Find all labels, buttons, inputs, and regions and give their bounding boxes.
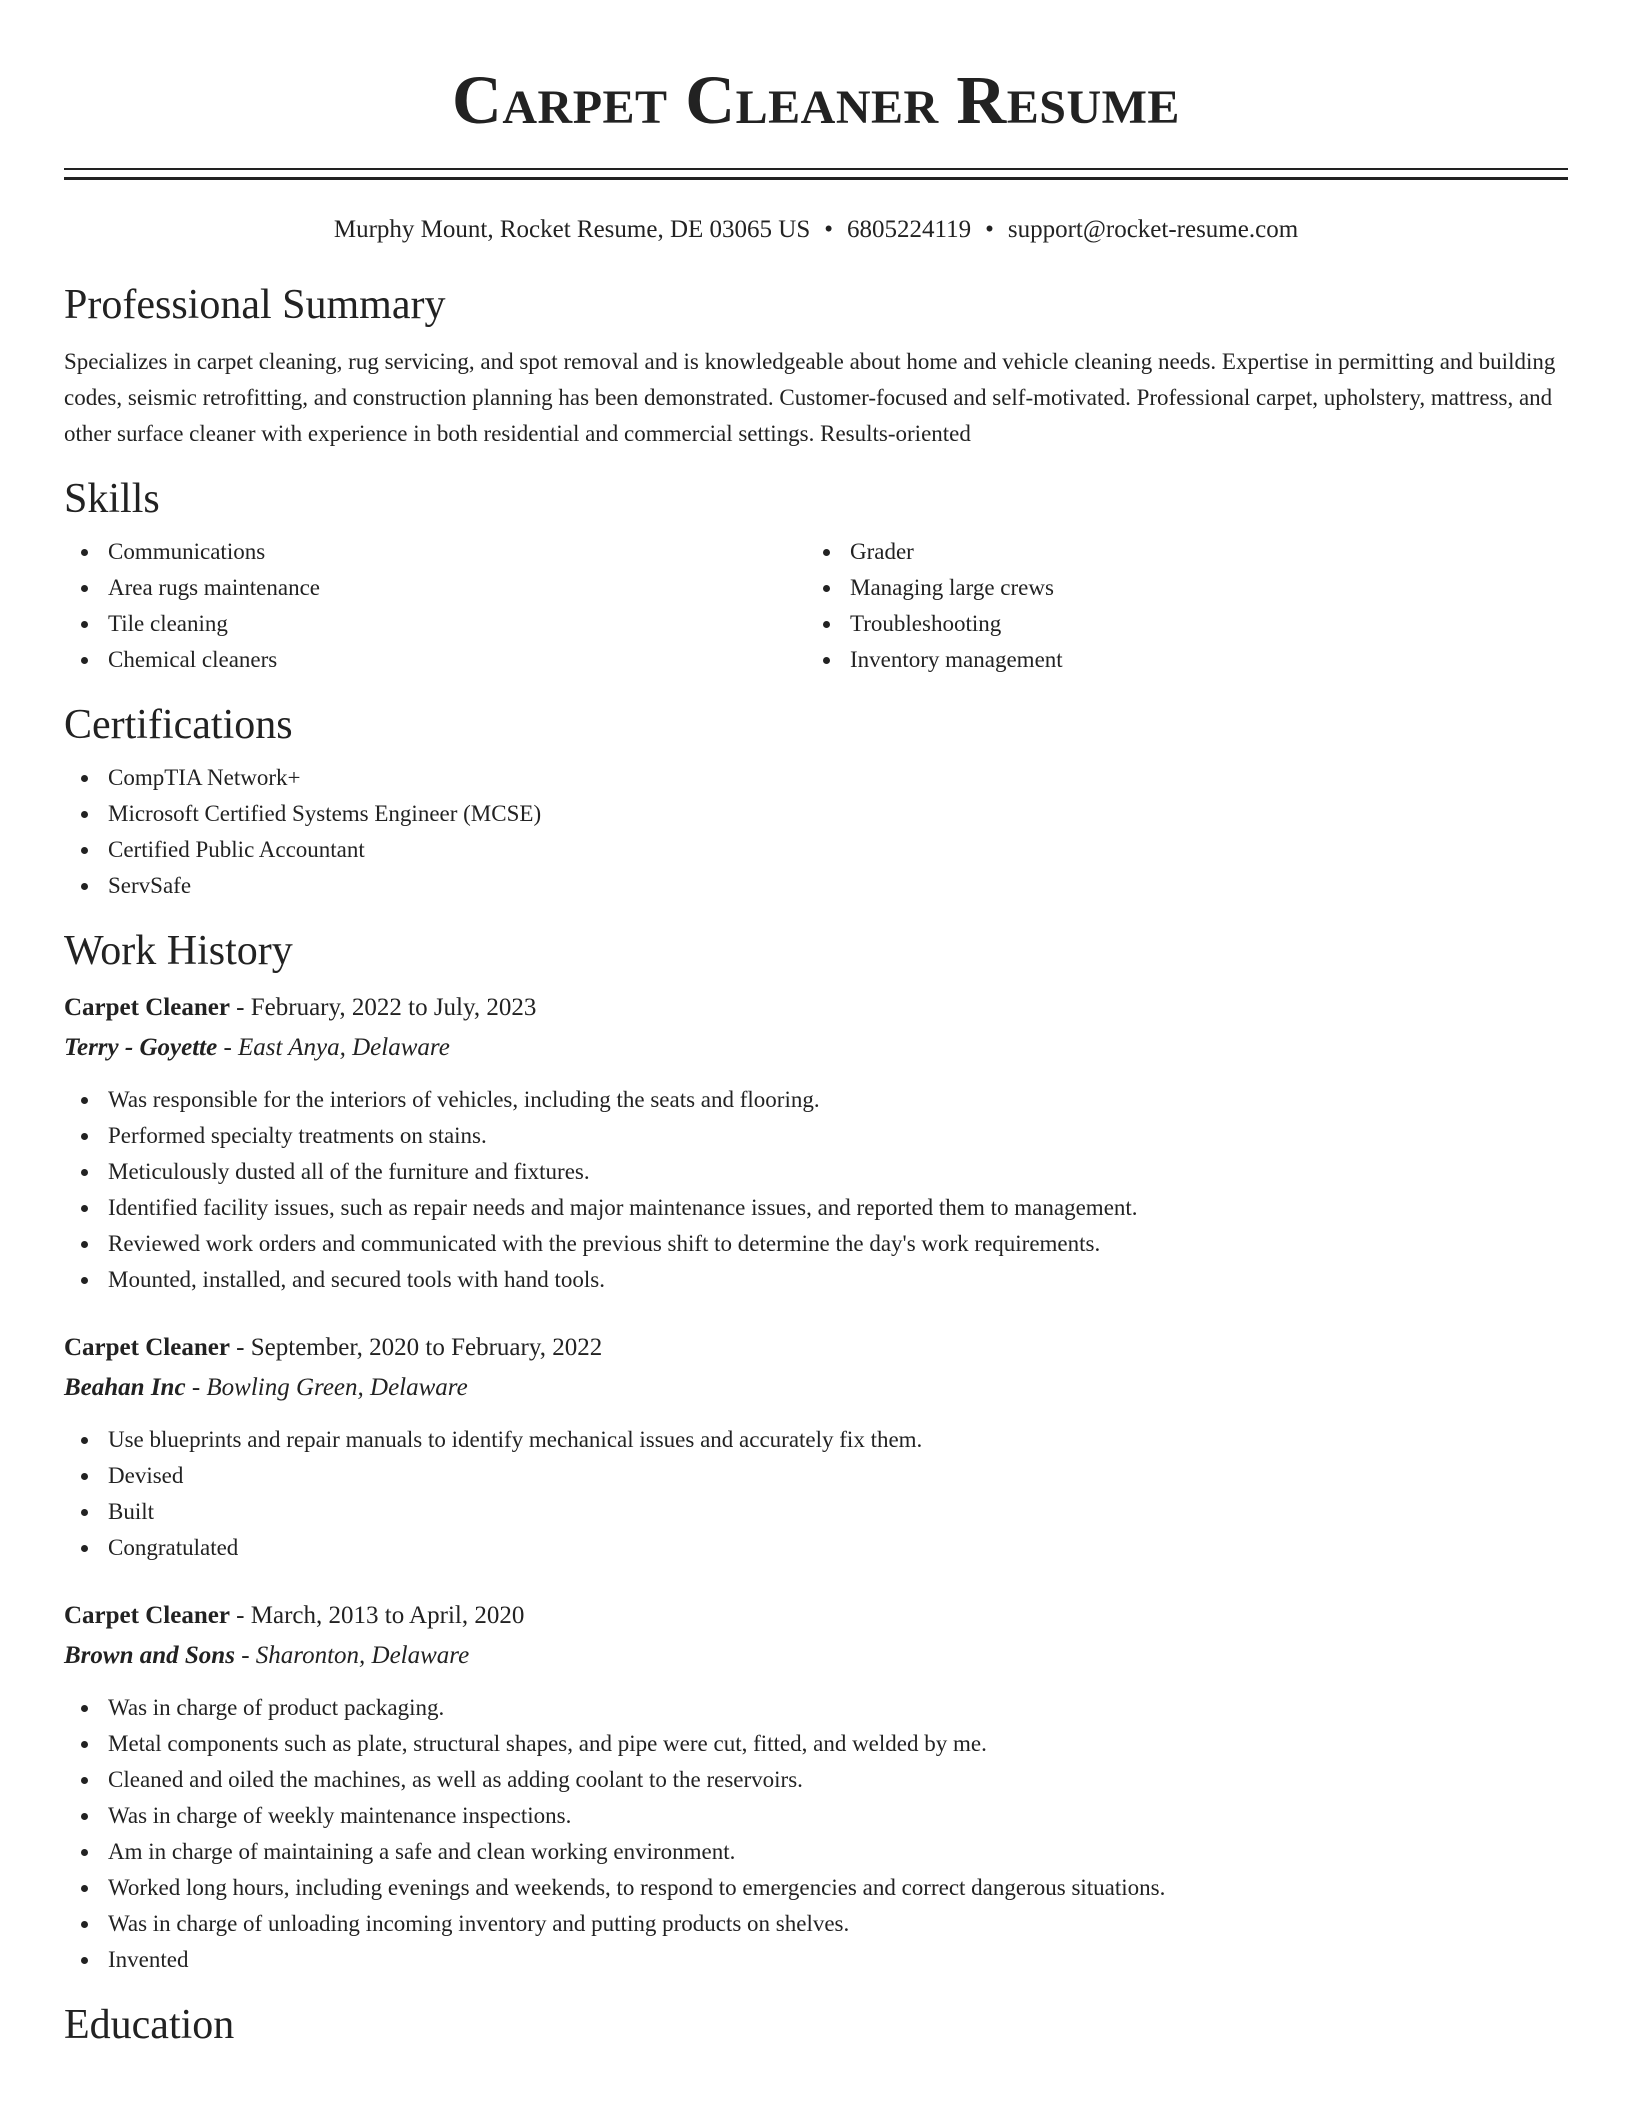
contact-address: Murphy Mount, Rocket Resume, DE 03065 US: [333, 216, 811, 243]
skill-item: Grader: [806, 534, 1548, 570]
job-role: Carpet Cleaner: [64, 994, 230, 1021]
certification-item: Certified Public Accountant: [64, 832, 1568, 868]
job-duty: Reviewed work orders and communicated with the previous shift to determine the day's work requirements.: [64, 1226, 1568, 1262]
certifications-heading: Certifications: [64, 702, 293, 748]
skills-list-right: [806, 534, 1548, 678]
job-entry: [64, 988, 1568, 1298]
skills-grid: [64, 534, 1568, 678]
contact-separator: •: [985, 216, 994, 243]
job-company-line: [64, 1368, 1568, 1408]
job-duty: Metal components such as plate, structural shapes, and pipe were cut, fitted, and welded by me.: [64, 1726, 1568, 1762]
job-duty: Am in charge of maintaining a safe and clean working environment.: [64, 1834, 1568, 1870]
certification-item: Microsoft Certified Systems Engineer (MCSE): [64, 796, 1568, 832]
contact-separator: •: [824, 216, 833, 243]
job-duty: Identified facility issues, such as repair needs and major maintenance issues, and reported them to management.: [64, 1190, 1568, 1226]
contact-email: support@rocket-resume.com: [1007, 216, 1299, 243]
summary-heading: Professional Summary: [64, 282, 446, 328]
job-entry: [64, 1596, 1568, 1978]
summary-text: Specializes in carpet cleaning, rug servicing, and spot removal and is knowledgeable about home and vehicle cleaning needs. Expertise in permitting and building codes, seismic retrofitting, and construction planning has been demonstrated. Customer-focused and self-motivated. Professional carpet, upholstery, mattress, and other surface cleaner with experience in both residential and commercial settings. Results-oriented: [64, 349, 1556, 446]
job-location: - Sharonton, Delaware: [234, 1642, 470, 1669]
job-location: - Bowling Green, Delaware: [185, 1374, 468, 1401]
job-entry: [64, 1328, 1568, 1566]
job-duties-list: [64, 1690, 1568, 1978]
job-company: Beahan Inc: [64, 1374, 186, 1401]
skills-list-left: [64, 534, 806, 678]
job-role: Carpet Cleaner: [64, 1602, 230, 1629]
job-duty: Cleaned and oiled the machines, as well as adding coolant to the reservoirs.: [64, 1762, 1568, 1798]
job-company: Brown and Sons: [64, 1642, 235, 1669]
job-title-line: [64, 988, 1568, 1028]
resume-title: Carpet Cleaner Resume: [452, 62, 1180, 138]
skill-item: Chemical cleaners: [64, 642, 806, 678]
title-divider: [64, 168, 1568, 180]
job-duty: Was in charge of weekly maintenance inspections.: [64, 1798, 1568, 1834]
skill-item: Inventory management: [806, 642, 1548, 678]
job-dates: - September, 2020 to February, 2022: [229, 1334, 603, 1361]
contact-phone: 6805224119: [847, 216, 972, 243]
certifications-list: [64, 760, 1568, 904]
job-company-line: [64, 1636, 1568, 1676]
job-duty: Congratulated: [64, 1530, 1568, 1566]
job-title-line: [64, 1596, 1568, 1636]
job-duties-list: [64, 1082, 1568, 1298]
job-duties-list: [64, 1422, 1568, 1566]
skill-item: Communications: [64, 534, 806, 570]
job-duty: Use blueprints and repair manuals to identify mechanical issues and accurately fix them.: [64, 1422, 1568, 1458]
job-role: Carpet Cleaner: [64, 1334, 230, 1361]
job-duty: Invented: [64, 1942, 1568, 1978]
job-duty: Was in charge of product packaging.: [64, 1690, 1568, 1726]
job-dates: - March, 2013 to April, 2020: [229, 1602, 525, 1629]
resume-page: [64, 0, 1568, 2050]
job-duty: Was responsible for the interiors of vehicles, including the seats and flooring.: [64, 1082, 1568, 1118]
job-title-line: [64, 1328, 1568, 1368]
education-heading: Education: [64, 2002, 235, 2048]
certification-item: CompTIA Network+: [64, 760, 1568, 796]
job-location: - East Anya, Delaware: [217, 1034, 450, 1061]
job-duty: Meticulously dusted all of the furniture and fixtures.: [64, 1154, 1568, 1190]
job-duty: Worked long hours, including evenings and weekends, to respond to emergencies and correct dangerous situations.: [64, 1870, 1568, 1906]
work-history-heading: Work History: [64, 928, 293, 974]
skill-item: Area rugs maintenance: [64, 570, 806, 606]
job-duty: Performed specialty treatments on stains.: [64, 1118, 1568, 1154]
job-duty: Mounted, installed, and secured tools with hand tools.: [64, 1262, 1568, 1298]
skills-heading: Skills: [64, 476, 160, 522]
certification-item: ServSafe: [64, 868, 1568, 904]
job-company: Terry - Goyette: [64, 1034, 218, 1061]
job-duty: Was in charge of unloading incoming inventory and putting products on shelves.: [64, 1906, 1568, 1942]
skill-item: Managing large crews: [806, 570, 1548, 606]
job-duty: Devised: [64, 1458, 1568, 1494]
job-duty: Built: [64, 1494, 1568, 1530]
skill-item: Troubleshooting: [806, 606, 1548, 642]
job-dates: - February, 2022 to July, 2023: [229, 994, 537, 1021]
contact-line: [64, 214, 1568, 246]
job-company-line: [64, 1028, 1568, 1068]
skill-item: Tile cleaning: [64, 606, 806, 642]
